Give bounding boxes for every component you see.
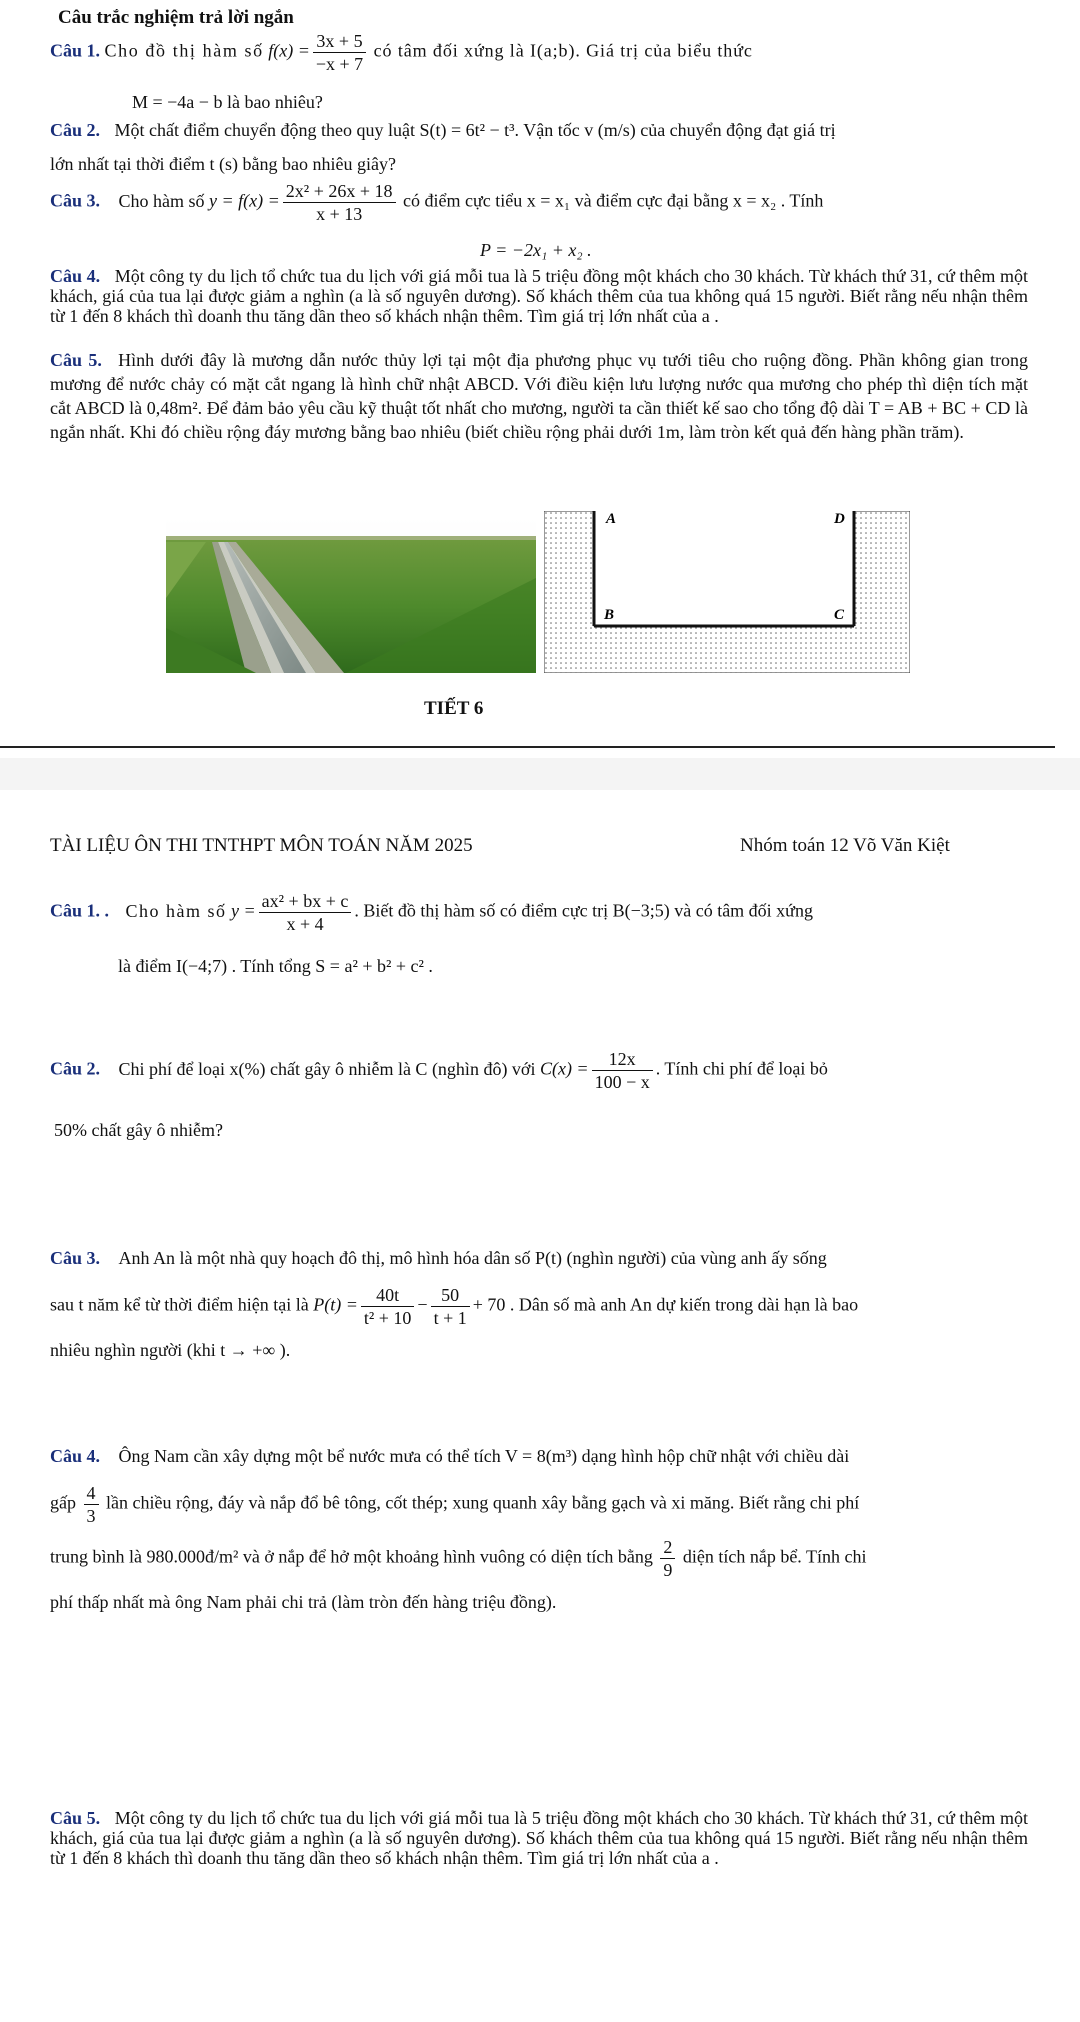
question-3 <box>50 180 823 225</box>
function-name: P(t) = <box>313 1294 358 1315</box>
author-group: Nhóm toán 12 Võ Văn Kiệt <box>740 835 950 856</box>
question-text: Cho đồ thị hàm số <box>104 40 264 61</box>
fraction <box>84 1482 99 1527</box>
question-text: có điểm cực tiểu x = x₁ và điểm cực đại bằng x = x₂ . Tính <box>403 190 824 211</box>
fraction <box>431 1284 470 1329</box>
numerator: 2 <box>660 1536 675 1559</box>
question-1 <box>50 30 753 75</box>
denominator: 9 <box>663 1560 673 1580</box>
denominator: 100 − x <box>594 1072 650 1092</box>
page-one <box>0 0 1080 760</box>
question-text: Cho hàm số <box>125 900 227 921</box>
question-text: 50% chất gây ô nhiễm? <box>54 1120 223 1140</box>
question-label: Câu 2. <box>50 120 101 140</box>
question-text: Ông Nam cần xây dựng một bể nước mưa có thể tích V = 8(m³) dạng hình hộp chữ nhật với chiều dài <box>118 1446 850 1466</box>
question-text: gấp <box>50 1492 76 1513</box>
question-3-formula-line <box>50 1284 858 1329</box>
numerator: 12x <box>592 1048 653 1071</box>
question-text: Một công ty du lịch tổ chức tua du lịch với giá mỗi tua là 5 triệu đồng một khách cho 30 khách. Từ khách thứ 31, cứ thêm một khách, giá của tua lại được giảm a nghìn (a là số nguyên dương). Số khách thêm của tua không quá 15 người. Biết rằng nếu nhận thêm từ 1 đến 8 khách thì doanh thu tăng dần theo số khách nhận thêm. Tìm giá trị lớn nhất của a . <box>50 1808 1029 1868</box>
vertex-d-label: D <box>834 511 845 527</box>
question-text: . Biết đồ thị hàm số có điểm cực trị B(−3;5) và có tâm đối xứng <box>354 900 813 921</box>
formula: P = −2x₁ + x₂ . <box>480 240 592 260</box>
question-label: Câu 4. <box>50 1446 101 1466</box>
vertex-b-label: B <box>604 607 615 623</box>
question-4 <box>50 1444 849 1468</box>
document-header: TÀI LIỆU ÔN THI TNTHPT MÔN TOÁN NĂM 2025 <box>50 835 473 856</box>
operator: − <box>417 1294 428 1315</box>
question-text: trung bình là 980.000đ/m² và ở nắp để hở một khoảng hình vuông có diện tích bằng <box>50 1546 653 1567</box>
question-text: M = −4a − b là bao nhiêu? <box>132 92 323 112</box>
question-2 <box>50 118 836 142</box>
question-label: Câu 4. <box>50 266 101 286</box>
denominator: x + 13 <box>316 204 363 224</box>
question-5 <box>50 1808 1028 1868</box>
fraction <box>259 890 352 935</box>
question-label: Câu 3. <box>50 1248 101 1268</box>
question-text: Anh An là một nhà quy hoạch đô thị, mô hình hóa dân số P(t) (nghìn người) của vùng anh ấy sống <box>118 1248 827 1268</box>
canal-cross-section-diagram <box>544 511 910 673</box>
numerator: 40t <box>361 1284 415 1307</box>
question-text: Hình dưới đây là mương dẫn nước thủy lợi tại một địa phương phục vụ tưới tiêu cho ruộng đồng. Phần không gian trong mương để nước chảy có mặt cắt ngang là hình chữ nhật ABCD. Với điều kiện lưu lượng nước qua mương cho phép thì diện tích mặt cắt ABCD là 0,48m². Để đảm bảo yêu cầu kỹ thuật tốt nhất cho mương, người ta cần thiết kế sao cho tổng độ dài T = AB + BC + CD là ngắn nhất. Khi đó chiều rộng đáy mương bằng bao nhiêu (biết chiều rộng phải dưới 1m, làm tròn kết quả đến hàng phần trăm). <box>50 350 1028 442</box>
numerator: 50 <box>431 1284 470 1307</box>
section-title: Câu trắc nghiệm trả lời ngắn <box>58 7 294 28</box>
question-1 <box>50 890 813 935</box>
question-text: Một chất điểm chuyển động theo quy luật S(t) = 6t² − t³. Vận tốc v (m/s) của chuyển động đạt giá trị <box>114 120 836 140</box>
question-text: lần chiều rộng, đáy và nắp đổ bê tông, cốt thép; xung quanh xây bằng gạch và xi măng. Biết rằng chi phí <box>106 1492 860 1513</box>
question-text: nhiêu nghìn người (khi t → +∞ ). <box>50 1340 291 1360</box>
numerator: 2x² + 26x + 18 <box>283 180 396 203</box>
denominator: x + 4 <box>286 914 324 934</box>
question-text: là điểm I(−4;7) . Tính tổng S = a² + b² + c² . <box>118 956 433 976</box>
fraction <box>592 1048 653 1093</box>
function-name: y = <box>231 900 256 921</box>
question-5 <box>50 348 1028 444</box>
question-4 <box>50 266 1028 326</box>
question-text: + 70 . Dân số mà anh An dự kiến trong dài hạn là bao <box>472 1294 859 1315</box>
denominator: t² + 10 <box>363 1308 412 1328</box>
question-text: Chi phí để loại x(%) chất gây ô nhiễm là C (nghìn đô) với <box>118 1058 536 1079</box>
question-label: Câu 5. <box>50 1808 101 1828</box>
question-label: Câu 2. <box>50 1058 101 1079</box>
denominator: 3 <box>86 1506 96 1526</box>
question-text: . Tính chi phí để loại bỏ <box>655 1058 828 1079</box>
fraction <box>660 1536 675 1581</box>
numerator: 3x + 5 <box>313 30 366 53</box>
page-two <box>0 790 1080 2022</box>
vertex-a-label: A <box>606 511 617 527</box>
question-text: Cho hàm số <box>118 190 205 211</box>
fraction <box>361 1284 415 1329</box>
question-label: Câu 3. <box>50 190 101 211</box>
question-2 <box>50 1048 828 1093</box>
denominator: −x + 7 <box>315 54 364 74</box>
fraction <box>313 30 366 75</box>
numerator: ax² + bx + c <box>259 890 352 913</box>
question-3 <box>50 1246 827 1270</box>
question-4-line-2 <box>50 1482 859 1527</box>
canal-photo <box>166 518 536 673</box>
denominator: t + 1 <box>433 1308 467 1328</box>
vertex-c-label: C <box>834 607 845 623</box>
question-text: lớn nhất tại thời điểm t (s) bằng bao nhiêu giây? <box>50 154 396 174</box>
question-4-line-3 <box>50 1536 866 1581</box>
page-gap <box>0 758 1080 790</box>
lesson-title: TIẾT 6 <box>424 698 484 719</box>
question-label: Câu 1. <box>50 40 101 61</box>
fraction <box>283 180 396 225</box>
question-text: có tâm đối xứng là I(a;b). Giá trị của biểu thức <box>373 40 753 61</box>
function-name: y = f(x) = <box>209 190 280 211</box>
question-label: Câu 5. <box>50 350 102 370</box>
question-label: Câu 1. . <box>50 900 110 921</box>
question-text: sau t năm kể từ thời điểm hiện tại là <box>50 1294 309 1315</box>
function-name: f(x) = <box>268 40 310 61</box>
function-name: C(x) = <box>539 1058 589 1079</box>
question-text: diện tích nắp bể. Tính chi <box>682 1546 867 1567</box>
numerator: 4 <box>84 1482 99 1505</box>
question-text: phí thấp nhất mà ông Nam phải chi trả (làm tròn đến hàng triệu đồng). <box>50 1592 557 1612</box>
divider <box>0 746 1055 748</box>
question-text: Một công ty du lịch tổ chức tua du lịch với giá mỗi tua là 5 triệu đồng một khách cho 30 khách. Từ khách thứ 31, cứ thêm một khách, giá của tua lại được giảm a nghìn (a là số nguyên dương). Số khách thêm của tua không quá 15 người. Biết rằng nếu nhận thêm từ 1 đến 8 khách thì doanh thu tăng dần theo số khách nhận thêm. Tìm giá trị lớn nhất của a . <box>50 266 1029 326</box>
